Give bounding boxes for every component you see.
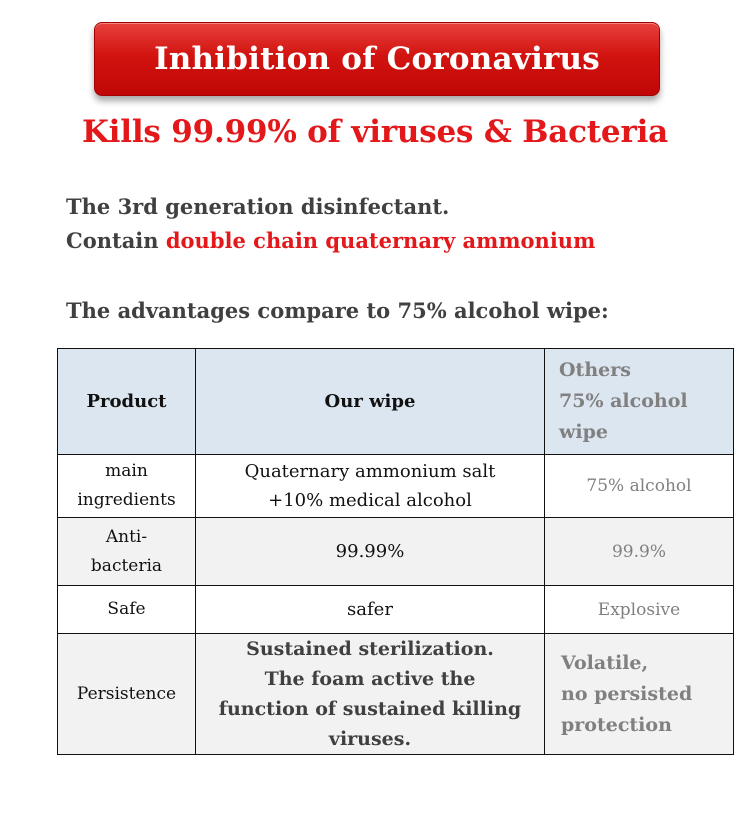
others-line: Volatile,: [561, 651, 649, 674]
intro-line-2: [66, 224, 595, 258]
others-cell: [545, 455, 734, 518]
row-label: [58, 634, 196, 755]
others-line: 75% alcohol: [586, 476, 692, 496]
row-label: [58, 586, 196, 634]
others-cell: [545, 634, 734, 755]
table-row: [58, 586, 734, 634]
row-label-line: ingredients: [77, 490, 176, 510]
our-wipe-cell: [196, 455, 545, 518]
comparison-table: [57, 348, 734, 755]
row-label-line: main: [105, 461, 148, 481]
intro-line-2-prefix: Contain: [66, 228, 166, 253]
our-wipe-line: viruses.: [328, 728, 412, 750]
our-wipe-line: safer: [347, 599, 393, 620]
intro-line-1: The 3rd generation disinfectant.: [66, 194, 450, 219]
header-product: Product: [58, 349, 196, 455]
table-header-row: [58, 349, 734, 455]
header-others: [545, 349, 734, 455]
row-label-line: Safe: [107, 599, 146, 619]
others-cell: [545, 518, 734, 586]
intro-text: [66, 190, 595, 258]
others-line: 99.9%: [611, 541, 666, 562]
our-wipe-line: 99.99%: [335, 541, 405, 562]
our-wipe-cell: [196, 586, 545, 634]
row-label: [58, 455, 196, 518]
row-label-line: Persistence: [76, 683, 177, 704]
header-others-line: 75% alcohol: [559, 390, 688, 412]
row-label: [58, 518, 196, 586]
headline: Kills 99.99% of viruses & Bacteria: [81, 114, 669, 150]
others-line: no persisted: [561, 682, 693, 705]
our-wipe-line: +10% medical alcohol: [268, 490, 472, 511]
our-wipe-line: The foam active the: [264, 668, 476, 690]
table-row: [58, 634, 734, 755]
table-row: [58, 518, 734, 586]
title-banner: [94, 22, 660, 96]
advantages-heading: The advantages compare to 75% alcohol wipe:: [66, 298, 609, 323]
our-wipe-line: Quaternary ammonium salt: [244, 461, 496, 482]
others-line: protection: [561, 713, 672, 736]
our-wipe-cell: [196, 518, 545, 586]
header-others-line: Others: [559, 359, 631, 381]
our-wipe-line: Sustained sterilization.: [246, 638, 494, 660]
our-wipe-line: function of sustained killing: [218, 698, 522, 720]
banner-title: Inhibition of Coronavirus: [154, 41, 600, 77]
header-our-wipe: Our wipe: [196, 349, 545, 455]
row-label-line: Anti-: [105, 526, 148, 547]
our-wipe-cell: [196, 634, 545, 755]
header-others-line: wipe: [559, 421, 608, 443]
table-row: [58, 455, 734, 518]
others-cell: [545, 586, 734, 634]
row-label-line: bacteria: [90, 555, 163, 576]
intro-highlight: double chain quaternary ammonium: [165, 228, 596, 253]
others-line: Explosive: [597, 599, 681, 620]
